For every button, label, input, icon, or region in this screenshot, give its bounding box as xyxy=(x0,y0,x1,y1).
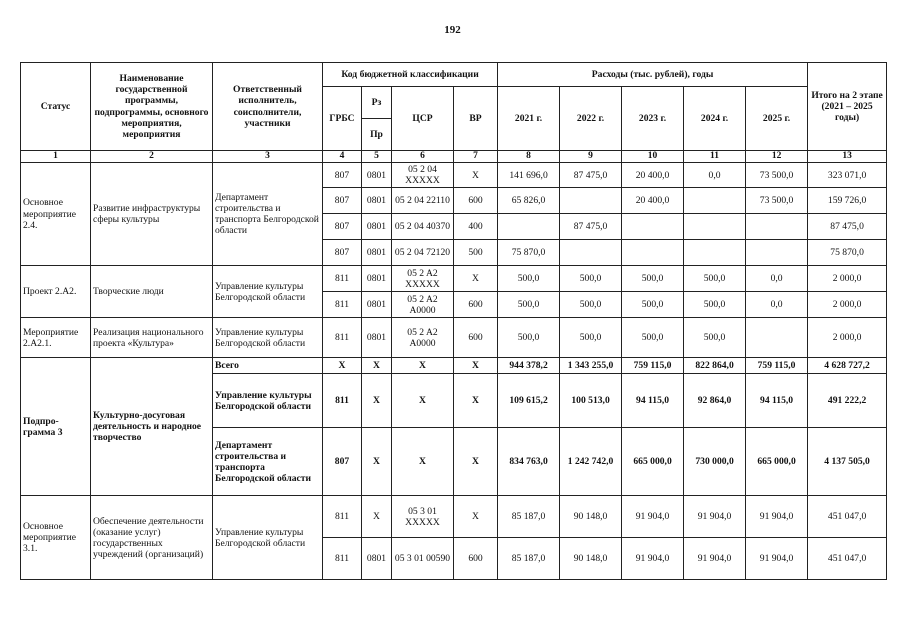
year-2024-cell: 500,0 xyxy=(684,292,746,318)
header-budget-code: Код бюджетной классификации xyxy=(323,63,498,87)
csr-cell: 05 2 A2 XXXXX xyxy=(392,266,454,292)
grbs-cell: 811 xyxy=(323,538,362,580)
column-number: 6 xyxy=(392,151,454,163)
year-2025-cell: 91 904,0 xyxy=(746,538,808,580)
year-2023-cell: 20 400,0 xyxy=(622,188,684,214)
csr-cell: X xyxy=(392,358,454,374)
year-2021-cell: 834 763,0 xyxy=(498,428,560,496)
year-2021-cell: 85 187,0 xyxy=(498,538,560,580)
year-2025-cell: 665 000,0 xyxy=(746,428,808,496)
vr-cell: X xyxy=(454,428,498,496)
status-cell: Основное мероприятие 3.1. xyxy=(21,496,91,580)
column-number: 2 xyxy=(91,151,213,163)
year-2023-cell: 91 904,0 xyxy=(622,496,684,538)
header-name: Наименование государственной программы, подпрограммы, основного мероприятия, мероприятия xyxy=(91,63,213,151)
year-2021-cell: 75 870,0 xyxy=(498,240,560,266)
table-row xyxy=(21,266,887,292)
table-row xyxy=(21,318,887,358)
total-cell: 451 047,0 xyxy=(808,538,887,580)
rzpr-cell: X xyxy=(362,496,392,538)
vr-cell: X xyxy=(454,266,498,292)
executor-cell: Управление культуры Белгородской области xyxy=(213,496,323,580)
column-number: 8 xyxy=(498,151,560,163)
year-2024-cell xyxy=(684,188,746,214)
total-cell: 2 000,0 xyxy=(808,292,887,318)
year-2023-cell xyxy=(622,214,684,240)
csr-cell: X xyxy=(392,428,454,496)
rzpr-cell: 0801 xyxy=(362,538,392,580)
year-2022-cell: 500,0 xyxy=(560,318,622,358)
status-cell: Мероприятие 2.А2.1. xyxy=(21,318,91,358)
year-2025-cell xyxy=(746,318,808,358)
column-number: 12 xyxy=(746,151,808,163)
grbs-cell: 811 xyxy=(323,266,362,292)
status-cell: Подпро-грамма 3 xyxy=(21,358,91,496)
csr-cell: 05 3 01 00590 xyxy=(392,538,454,580)
year-2023-cell: 91 904,0 xyxy=(622,538,684,580)
budget-table xyxy=(20,62,887,580)
column-number: 3 xyxy=(213,151,323,163)
name-cell: Реализация национального проекта «Культура» xyxy=(91,318,213,358)
year-2022-cell: 500,0 xyxy=(560,266,622,292)
status-cell: Основное мероприятие 2.4. xyxy=(21,163,91,266)
year-2024-cell xyxy=(684,240,746,266)
csr-cell: 05 2 A2 A0000 xyxy=(392,318,454,358)
rzpr-cell: 0801 xyxy=(362,214,392,240)
rzpr-cell: 0801 xyxy=(362,318,392,358)
total-cell: 4 628 727,2 xyxy=(808,358,887,374)
name-cell: Обеспечение деятельности (оказание услуг) государственных учреждений (организаций) xyxy=(91,496,213,580)
total-cell: 323 071,0 xyxy=(808,163,887,188)
year-2025-cell: 91 904,0 xyxy=(746,496,808,538)
year-2022-cell: 1 343 255,0 xyxy=(560,358,622,374)
vr-cell: 400 xyxy=(454,214,498,240)
executor-cell: Департамент строительства и транспорта Белгородской области xyxy=(213,428,323,496)
header-rz: Рз xyxy=(362,87,392,119)
rzpr-cell: X xyxy=(362,358,392,374)
year-2023-cell: 500,0 xyxy=(622,318,684,358)
executor-cell: Всего xyxy=(213,358,323,374)
total-cell: 75 870,0 xyxy=(808,240,887,266)
year-2024-cell: 0,0 xyxy=(684,163,746,188)
year-2021-cell: 944 378,2 xyxy=(498,358,560,374)
header-total: Итого на 2 этапе (2021 – 2025 годы) xyxy=(808,63,887,151)
year-2021-cell: 500,0 xyxy=(498,292,560,318)
csr-cell: 05 2 04 XXXXX xyxy=(392,163,454,188)
year-2021-cell: 141 696,0 xyxy=(498,163,560,188)
grbs-cell: 807 xyxy=(323,188,362,214)
header-year: 2024 г. xyxy=(684,87,746,151)
year-2023-cell: 759 115,0 xyxy=(622,358,684,374)
year-2022-cell: 1 242 742,0 xyxy=(560,428,622,496)
name-cell: Культурно-досуговая деятельность и народное творчество xyxy=(91,358,213,496)
vr-cell: 600 xyxy=(454,188,498,214)
executor-cell: Управление культуры Белгородской области xyxy=(213,318,323,358)
vr-cell: 600 xyxy=(454,292,498,318)
csr-cell: 05 3 01 XXXXX xyxy=(392,496,454,538)
year-2025-cell: 0,0 xyxy=(746,266,808,292)
vr-cell: X xyxy=(454,163,498,188)
column-number: 10 xyxy=(622,151,684,163)
year-2025-cell xyxy=(746,240,808,266)
rzpr-cell: 0801 xyxy=(362,240,392,266)
csr-cell: 05 2 04 40370 xyxy=(392,214,454,240)
csr-cell: 05 2 A2 A0000 xyxy=(392,292,454,318)
year-2023-cell: 20 400,0 xyxy=(622,163,684,188)
header-expenses: Расходы (тыс. рублей), годы xyxy=(498,63,808,87)
total-cell: 159 726,0 xyxy=(808,188,887,214)
header-vr: ВР xyxy=(454,87,498,151)
grbs-cell: 811 xyxy=(323,374,362,428)
year-2025-cell: 759 115,0 xyxy=(746,358,808,374)
total-cell: 2 000,0 xyxy=(808,266,887,292)
total-cell: 4 137 505,0 xyxy=(808,428,887,496)
year-2022-cell: 87 475,0 xyxy=(560,163,622,188)
year-2024-cell: 822 864,0 xyxy=(684,358,746,374)
year-2021-cell xyxy=(498,214,560,240)
total-cell: 491 222,2 xyxy=(808,374,887,428)
grbs-cell: X xyxy=(323,358,362,374)
csr-cell: 05 2 04 72120 xyxy=(392,240,454,266)
executor-cell: Управление культуры Белгородской области xyxy=(213,266,323,318)
grbs-cell: 807 xyxy=(323,428,362,496)
year-2021-cell: 65 826,0 xyxy=(498,188,560,214)
executor-cell: Департамент строительства и транспорта Белгородской области xyxy=(213,163,323,266)
vr-cell: 600 xyxy=(454,318,498,358)
year-2023-cell: 500,0 xyxy=(622,266,684,292)
rzpr-cell: 0801 xyxy=(362,266,392,292)
vr-cell: X xyxy=(454,496,498,538)
vr-cell: 600 xyxy=(454,538,498,580)
year-2024-cell: 500,0 xyxy=(684,266,746,292)
rzpr-cell: 0801 xyxy=(362,292,392,318)
year-2022-cell: 90 148,0 xyxy=(560,538,622,580)
grbs-cell: 807 xyxy=(323,240,362,266)
table-row xyxy=(21,163,887,188)
year-2021-cell: 109 615,2 xyxy=(498,374,560,428)
total-cell: 451 047,0 xyxy=(808,496,887,538)
header-csr: ЦСР xyxy=(392,87,454,151)
column-number: 5 xyxy=(362,151,392,163)
year-2023-cell: 94 115,0 xyxy=(622,374,684,428)
year-2021-cell: 85 187,0 xyxy=(498,496,560,538)
year-2022-cell: 90 148,0 xyxy=(560,496,622,538)
grbs-cell: 807 xyxy=(323,163,362,188)
rzpr-cell: 0801 xyxy=(362,188,392,214)
column-number: 13 xyxy=(808,151,887,163)
total-cell: 87 475,0 xyxy=(808,214,887,240)
header-executor: Ответственный исполнитель, соисполнители, участники xyxy=(213,63,323,151)
vr-cell: 500 xyxy=(454,240,498,266)
year-2022-cell xyxy=(560,188,622,214)
table-header xyxy=(21,63,887,163)
year-2024-cell: 92 864,0 xyxy=(684,374,746,428)
year-2022-cell: 100 513,0 xyxy=(560,374,622,428)
year-2025-cell: 73 500,0 xyxy=(746,163,808,188)
column-number: 11 xyxy=(684,151,746,163)
year-2023-cell xyxy=(622,240,684,266)
total-cell: 2 000,0 xyxy=(808,318,887,358)
csr-cell: X xyxy=(392,374,454,428)
header-grbs: ГРБС xyxy=(323,87,362,151)
year-2021-cell: 500,0 xyxy=(498,318,560,358)
column-number: 7 xyxy=(454,151,498,163)
year-2022-cell: 87 475,0 xyxy=(560,214,622,240)
name-cell: Творческие люди xyxy=(91,266,213,318)
year-2024-cell: 91 904,0 xyxy=(684,496,746,538)
grbs-cell: 811 xyxy=(323,318,362,358)
column-number: 1 xyxy=(21,151,91,163)
year-2025-cell: 73 500,0 xyxy=(746,188,808,214)
header-year: 2022 г. xyxy=(560,87,622,151)
column-number: 4 xyxy=(323,151,362,163)
name-cell: Развитие инфраструктуры сферы культуры xyxy=(91,163,213,266)
table-row xyxy=(21,358,887,374)
executor-cell: Управление культуры Белгородской области xyxy=(213,374,323,428)
vr-cell: X xyxy=(454,358,498,374)
header-year: 2021 г. xyxy=(498,87,560,151)
grbs-cell: 811 xyxy=(323,496,362,538)
year-2023-cell: 500,0 xyxy=(622,292,684,318)
header-status: Статус xyxy=(21,63,91,151)
table-row xyxy=(21,496,887,538)
header-year: 2025 г. xyxy=(746,87,808,151)
page-number: 192 xyxy=(444,24,461,36)
rzpr-cell: X xyxy=(362,374,392,428)
year-2021-cell: 500,0 xyxy=(498,266,560,292)
grbs-cell: 807 xyxy=(323,214,362,240)
year-2024-cell: 730 000,0 xyxy=(684,428,746,496)
year-2024-cell xyxy=(684,214,746,240)
header-pr: Пр xyxy=(362,119,392,151)
table-body xyxy=(21,163,887,580)
vr-cell: X xyxy=(454,374,498,428)
header-year: 2023 г. xyxy=(622,87,684,151)
column-number: 9 xyxy=(560,151,622,163)
rzpr-cell: 0801 xyxy=(362,163,392,188)
year-2024-cell: 500,0 xyxy=(684,318,746,358)
rzpr-cell: X xyxy=(362,428,392,496)
year-2025-cell: 0,0 xyxy=(746,292,808,318)
csr-cell: 05 2 04 22110 xyxy=(392,188,454,214)
year-2024-cell: 91 904,0 xyxy=(684,538,746,580)
status-cell: Проект 2.А2. xyxy=(21,266,91,318)
year-2022-cell xyxy=(560,240,622,266)
year-2025-cell xyxy=(746,214,808,240)
year-2025-cell: 94 115,0 xyxy=(746,374,808,428)
year-2023-cell: 665 000,0 xyxy=(622,428,684,496)
year-2022-cell: 500,0 xyxy=(560,292,622,318)
column-numbers-row xyxy=(21,151,887,163)
grbs-cell: 811 xyxy=(323,292,362,318)
